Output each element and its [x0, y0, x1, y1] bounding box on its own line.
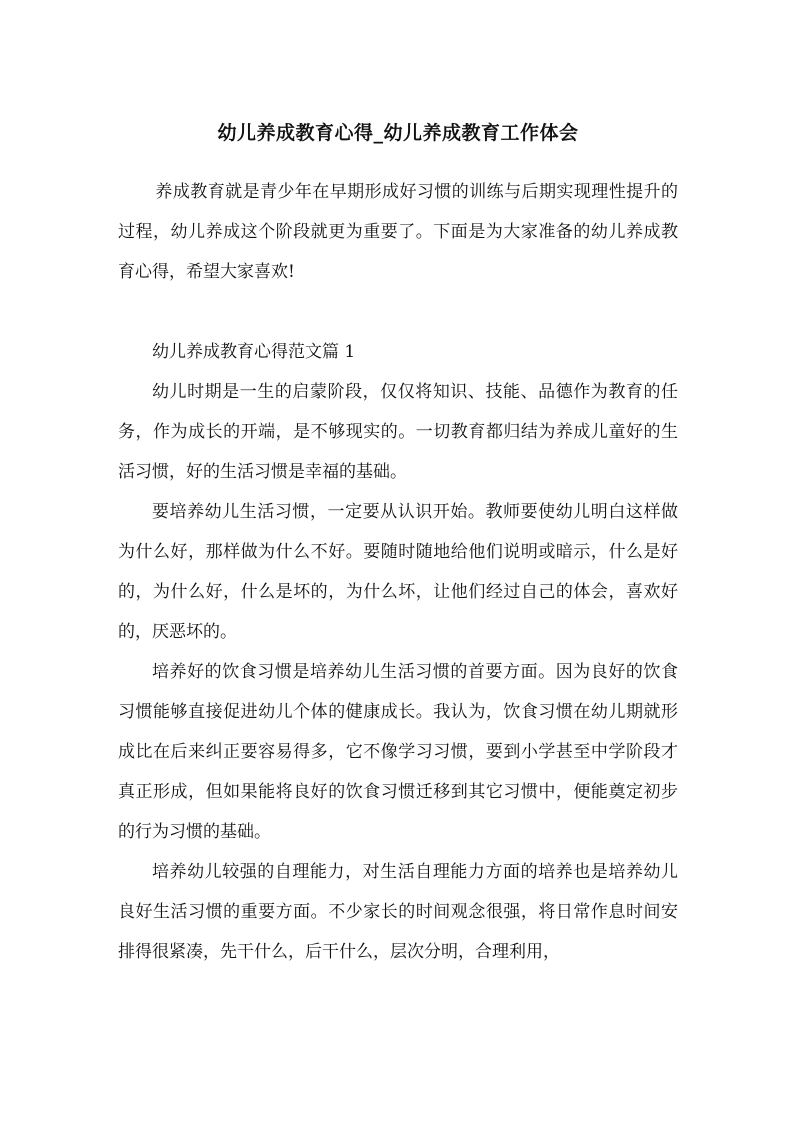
document-title: 幼儿养成教育心得_幼儿养成教育工作体会	[217, 122, 579, 144]
document-page	[118, 118, 678, 972]
intro-paragraph: 养成教育就是青少年在早期形成好习惯的训练与后期实现理性提升的过程，幼儿养成这个阶段就更为重要了。下面是为大家准备的幼儿养成教育心得，希望大家喜欢!	[118, 182, 678, 282]
body-paragraph-3: 培养好的饮食习惯是培养幼儿生活习惯的首要方面。因为良好的饮食习惯能够直接促进幼儿个体的健康成长。我认为，饮食习惯在幼儿期就形成比在后来纠正要容易得多，它不像学习习惯，要到小学甚至中学阶段才真正形成，但如果能将良好的饮食习惯迁移到其它习惯中，便能奠定初步的行为习惯的基础。	[118, 662, 678, 842]
body-paragraph-2: 要培养幼儿生活习惯，一定要从认识开始。教师要使幼儿明白这样做为什么好，那样做为什么不好。要随时随地给他们说明或暗示，什么是好的，为什么好，什么是坏的，为什么坏，让他们经过自己的体会，喜欢好的，厌恶坏的。	[118, 502, 678, 642]
body-paragraph-1: 幼儿时期是一生的启蒙阶段，仅仅将知识、技能、品德作为教育的任务，作为成长的开端，是不够现实的。一切教育都归结为养成儿童好的生活习惯，好的生活习惯是幸福的基础。	[118, 382, 678, 482]
body-paragraph-4: 培养幼儿较强的自理能力，对生活自理能力方面的培养也是培养幼儿良好生活习惯的重要方面。不少家长的时间观念很强，将日常作息时间安排得很紧凑，先干什么，后干什么，层次分明，合理利用，	[118, 862, 678, 962]
section-heading: 幼儿养成教育心得范文篇 1	[152, 342, 356, 362]
